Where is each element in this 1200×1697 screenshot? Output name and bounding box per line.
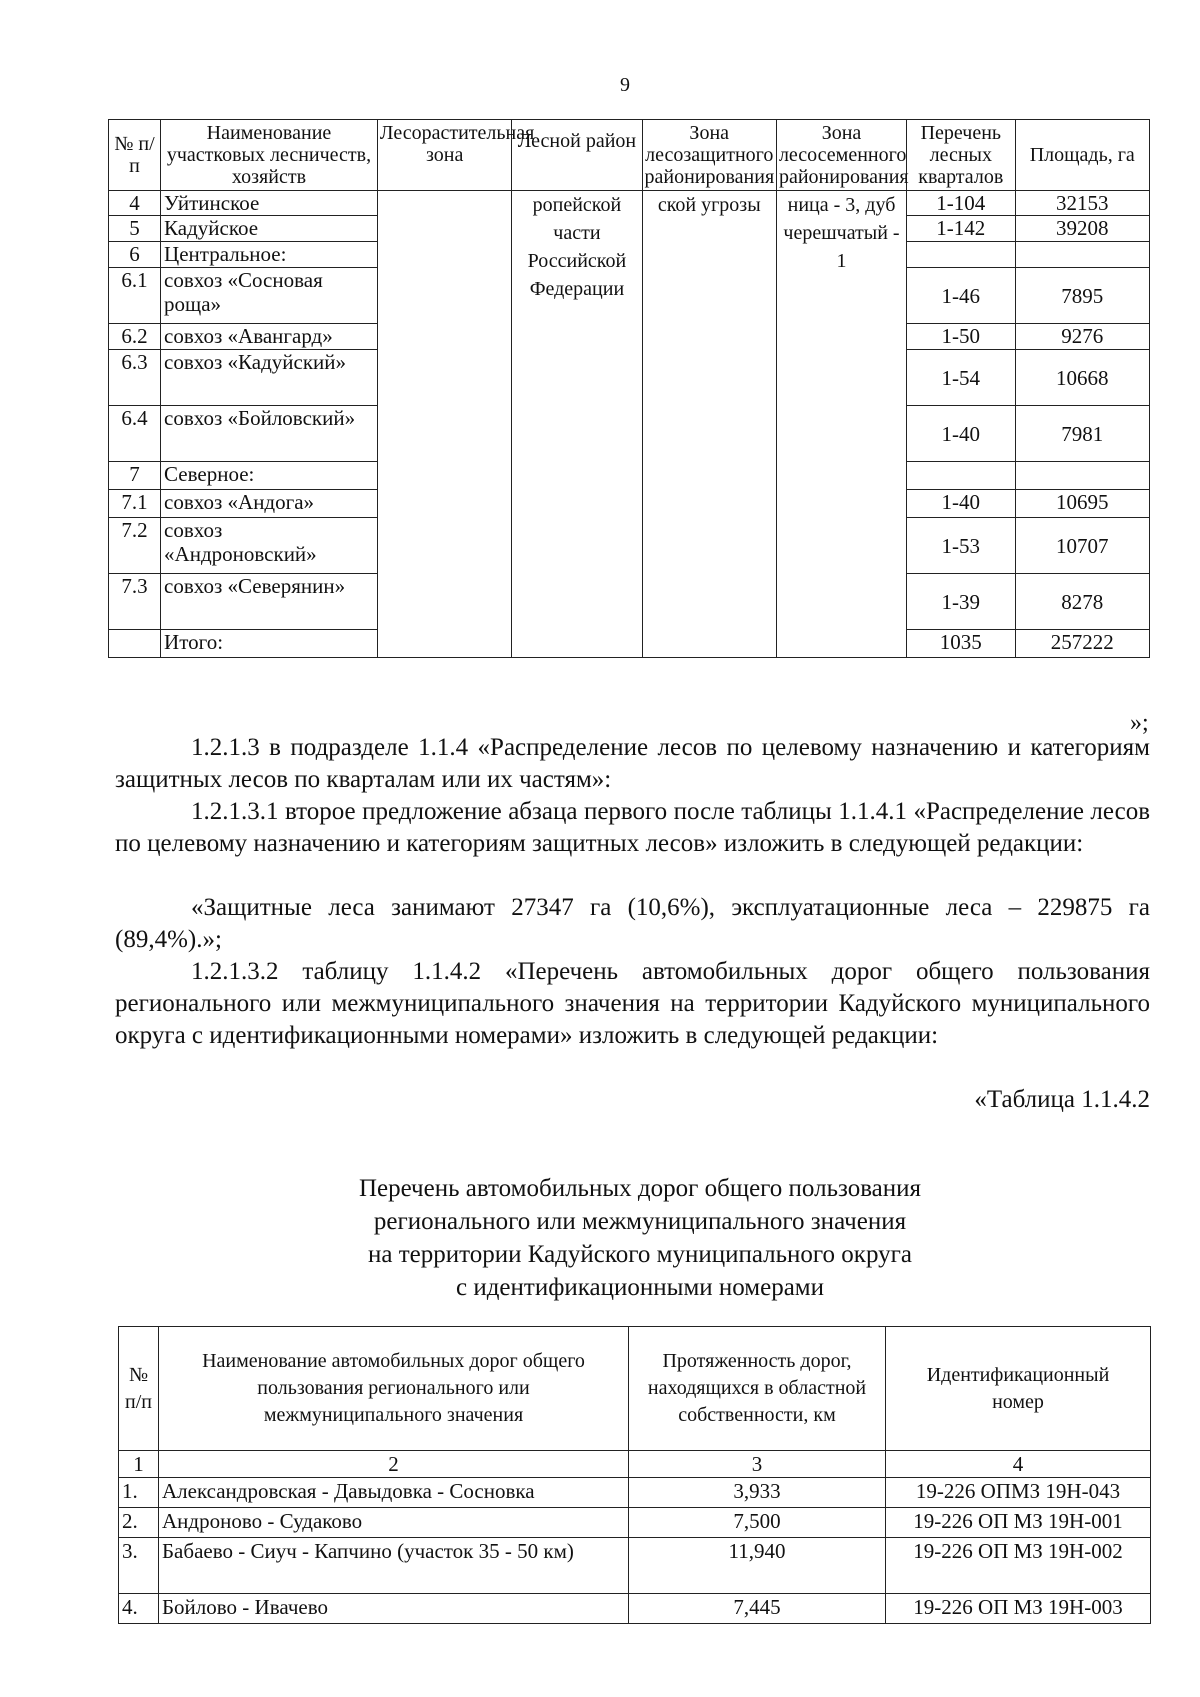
- quarters-cell: 1-39: [907, 574, 1015, 630]
- area-cell: 10668: [1015, 350, 1149, 406]
- row-number: 2.: [119, 1508, 159, 1538]
- row-number: [109, 630, 161, 658]
- column-number: 3: [629, 1451, 886, 1478]
- col-header: Наименование участковых лесничеств, хозяйств: [161, 120, 378, 191]
- area-cell: [1015, 242, 1149, 268]
- page-number: 9: [620, 74, 630, 96]
- road-id: 19-226 ОП МЗ 19Н-003: [886, 1594, 1151, 1624]
- col-header: Идентификационный номер: [886, 1327, 1151, 1451]
- area-cell: [1015, 462, 1149, 490]
- forestry-table: [108, 119, 1150, 658]
- title-line: с идентификационными номерами: [455, 1274, 825, 1301]
- row-number: 6: [109, 242, 161, 268]
- road-length: 11,940: [629, 1538, 886, 1594]
- forestry-name: Уйтинское: [161, 191, 378, 216]
- table-title: [250, 1172, 1030, 1304]
- col-header: Площадь, га: [1015, 120, 1149, 191]
- row-number: 1.: [119, 1478, 159, 1508]
- road-id: 19-226 ОПМЗ 19Н-043: [886, 1478, 1151, 1508]
- area-cell: 7895: [1015, 268, 1149, 324]
- quarters-cell: 1-40: [907, 490, 1015, 518]
- table-row: [119, 1478, 1151, 1508]
- paragraph-protected-forests: «Защитные леса занимают 27347 га (10,6%), эксплуатационные леса – 229875 га (89,4%).»;: [115, 894, 1150, 953]
- road-length: 7,445: [629, 1594, 886, 1624]
- quarters-cell: 1-104: [907, 191, 1015, 216]
- paragraph-subsection: 1.2.1.3 в подразделе 1.1.4 «Распределение лесов по целевому назначению и категориям защитных лесов по кварталам или их частям»:: [115, 734, 1150, 793]
- road-name: Бойлово - Ивачево: [159, 1594, 629, 1624]
- road-length: 7,500: [629, 1508, 886, 1538]
- forest-district-cell: ропейской части Российской Федерации: [512, 191, 642, 658]
- forestry-name: совхоз «Андога»: [161, 490, 378, 518]
- row-number: 7.3: [109, 574, 161, 630]
- col-header: Перечень лесных кварталов: [907, 120, 1015, 191]
- forestry-name: совхоз «Кадуйский»: [161, 350, 378, 406]
- col-header: Лесной район: [512, 120, 642, 191]
- forestry-name: совхоз «Бойловский»: [161, 406, 378, 462]
- forestry-name: совхоз «Андроновский»: [161, 518, 378, 574]
- quarters-cell: 1035: [907, 630, 1015, 658]
- area-cell: 39208: [1015, 216, 1149, 242]
- table-header-row: [109, 120, 1150, 191]
- quarters-cell: 1-50: [907, 324, 1015, 350]
- column-number: 2: [159, 1451, 629, 1478]
- paragraph-amendment-2: 1.2.1.3.2 таблицу 1.1.4.2 «Перечень автомобильных дорог общего пользования регионального или межмуниципального значения на территории Кадуйского муниципального округа с идентификационными номерами» изложить в следующей редакции:: [115, 958, 1150, 1049]
- column-number-row: [119, 1451, 1151, 1478]
- forestry-name: совхоз «Авангард»: [161, 324, 378, 350]
- forestry-name: Кадуйское: [161, 216, 378, 242]
- area-cell: 9276: [1015, 324, 1149, 350]
- row-number: 4.: [119, 1594, 159, 1624]
- title-line: регионального или межмуниципального значения: [373, 1208, 907, 1235]
- col-header: № п/п: [109, 120, 161, 191]
- area-cell: 7981: [1015, 406, 1149, 462]
- row-number: 6.4: [109, 406, 161, 462]
- road-name: Александровская - Давыдовка - Сосновка: [159, 1478, 629, 1508]
- road-name: Бабаево - Сиуч - Капчино (участок 35 - 50 км): [159, 1538, 629, 1594]
- column-number: 1: [119, 1451, 159, 1478]
- seed-zone-cell: ница - 3, дуб черешчатый - 1: [776, 191, 906, 658]
- col-header: Зона лесозащитного районирования: [642, 120, 776, 191]
- quarters-cell: 1-46: [907, 268, 1015, 324]
- row-number: 6.3: [109, 350, 161, 406]
- quarters-cell: [907, 242, 1015, 268]
- forestry-name: совхоз «Северянин»: [161, 574, 378, 630]
- table-row: [109, 191, 1150, 216]
- forestry-name: Центральное:: [161, 242, 378, 268]
- area-cell: 8278: [1015, 574, 1149, 630]
- col-header: № п/п: [119, 1327, 159, 1451]
- table-row: [119, 1508, 1151, 1538]
- col-header: Лесорастительная зона: [377, 120, 511, 191]
- area-cell: 32153: [1015, 191, 1149, 216]
- table-row: [119, 1538, 1151, 1594]
- area-cell: 10707: [1015, 518, 1149, 574]
- row-number: 3.: [119, 1538, 159, 1594]
- quarters-cell: 1-54: [907, 350, 1015, 406]
- row-number: 7.1: [109, 490, 161, 518]
- road-length: 3,933: [629, 1478, 886, 1508]
- col-header: Зона лесосеменного районирования: [776, 120, 906, 191]
- road-id: 19-226 ОП МЗ 19Н-002: [886, 1538, 1151, 1594]
- row-number: 7: [109, 462, 161, 490]
- row-number: 6.2: [109, 324, 161, 350]
- road-name: Андроново - Судаково: [159, 1508, 629, 1538]
- paragraph-amendment-1: 1.2.1.3.1 второе предложение абзаца первого после таблицы 1.1.4.1 «Распределение лесов по целевому назначению и категориям защитных лесов» изложить в следующей редакции:: [115, 798, 1150, 857]
- forestry-name: Итого:: [161, 630, 378, 658]
- table-closing-quote: »;: [1130, 710, 1149, 736]
- table-reference: «Таблица 1.1.4.2: [974, 1086, 1150, 1113]
- row-number: 6.1: [109, 268, 161, 324]
- table-header-row: [119, 1327, 1151, 1451]
- quarters-cell: 1-142: [907, 216, 1015, 242]
- road-id: 19-226 ОП МЗ 19Н-001: [886, 1508, 1151, 1538]
- col-header: Наименование автомобильных дорог общего пользования регионального или межмуниципального значения: [159, 1327, 629, 1451]
- col-header: Протяженность дорог, находящихся в областной собственности, км: [629, 1327, 886, 1451]
- forestry-name: совхоз «Сосновая роща»: [161, 268, 378, 324]
- forestry-name: Северное:: [161, 462, 378, 490]
- column-number: 4: [886, 1451, 1151, 1478]
- quarters-cell: [907, 462, 1015, 490]
- area-cell: 10695: [1015, 490, 1149, 518]
- area-cell: 257222: [1015, 630, 1149, 658]
- protection-zone-cell: ской угрозы: [642, 191, 776, 658]
- table-row: [119, 1594, 1151, 1624]
- title-line: Перечень автомобильных дорог общего пользования: [358, 1175, 922, 1202]
- row-number: 4: [109, 191, 161, 216]
- quarters-cell: 1-40: [907, 406, 1015, 462]
- growth-zone-cell: [377, 191, 511, 658]
- quarters-cell: 1-53: [907, 518, 1015, 574]
- row-number: 5: [109, 216, 161, 242]
- row-number: 7.2: [109, 518, 161, 574]
- roads-table: [118, 1326, 1151, 1624]
- title-line: на территории Кадуйского муниципального округа: [368, 1241, 912, 1268]
